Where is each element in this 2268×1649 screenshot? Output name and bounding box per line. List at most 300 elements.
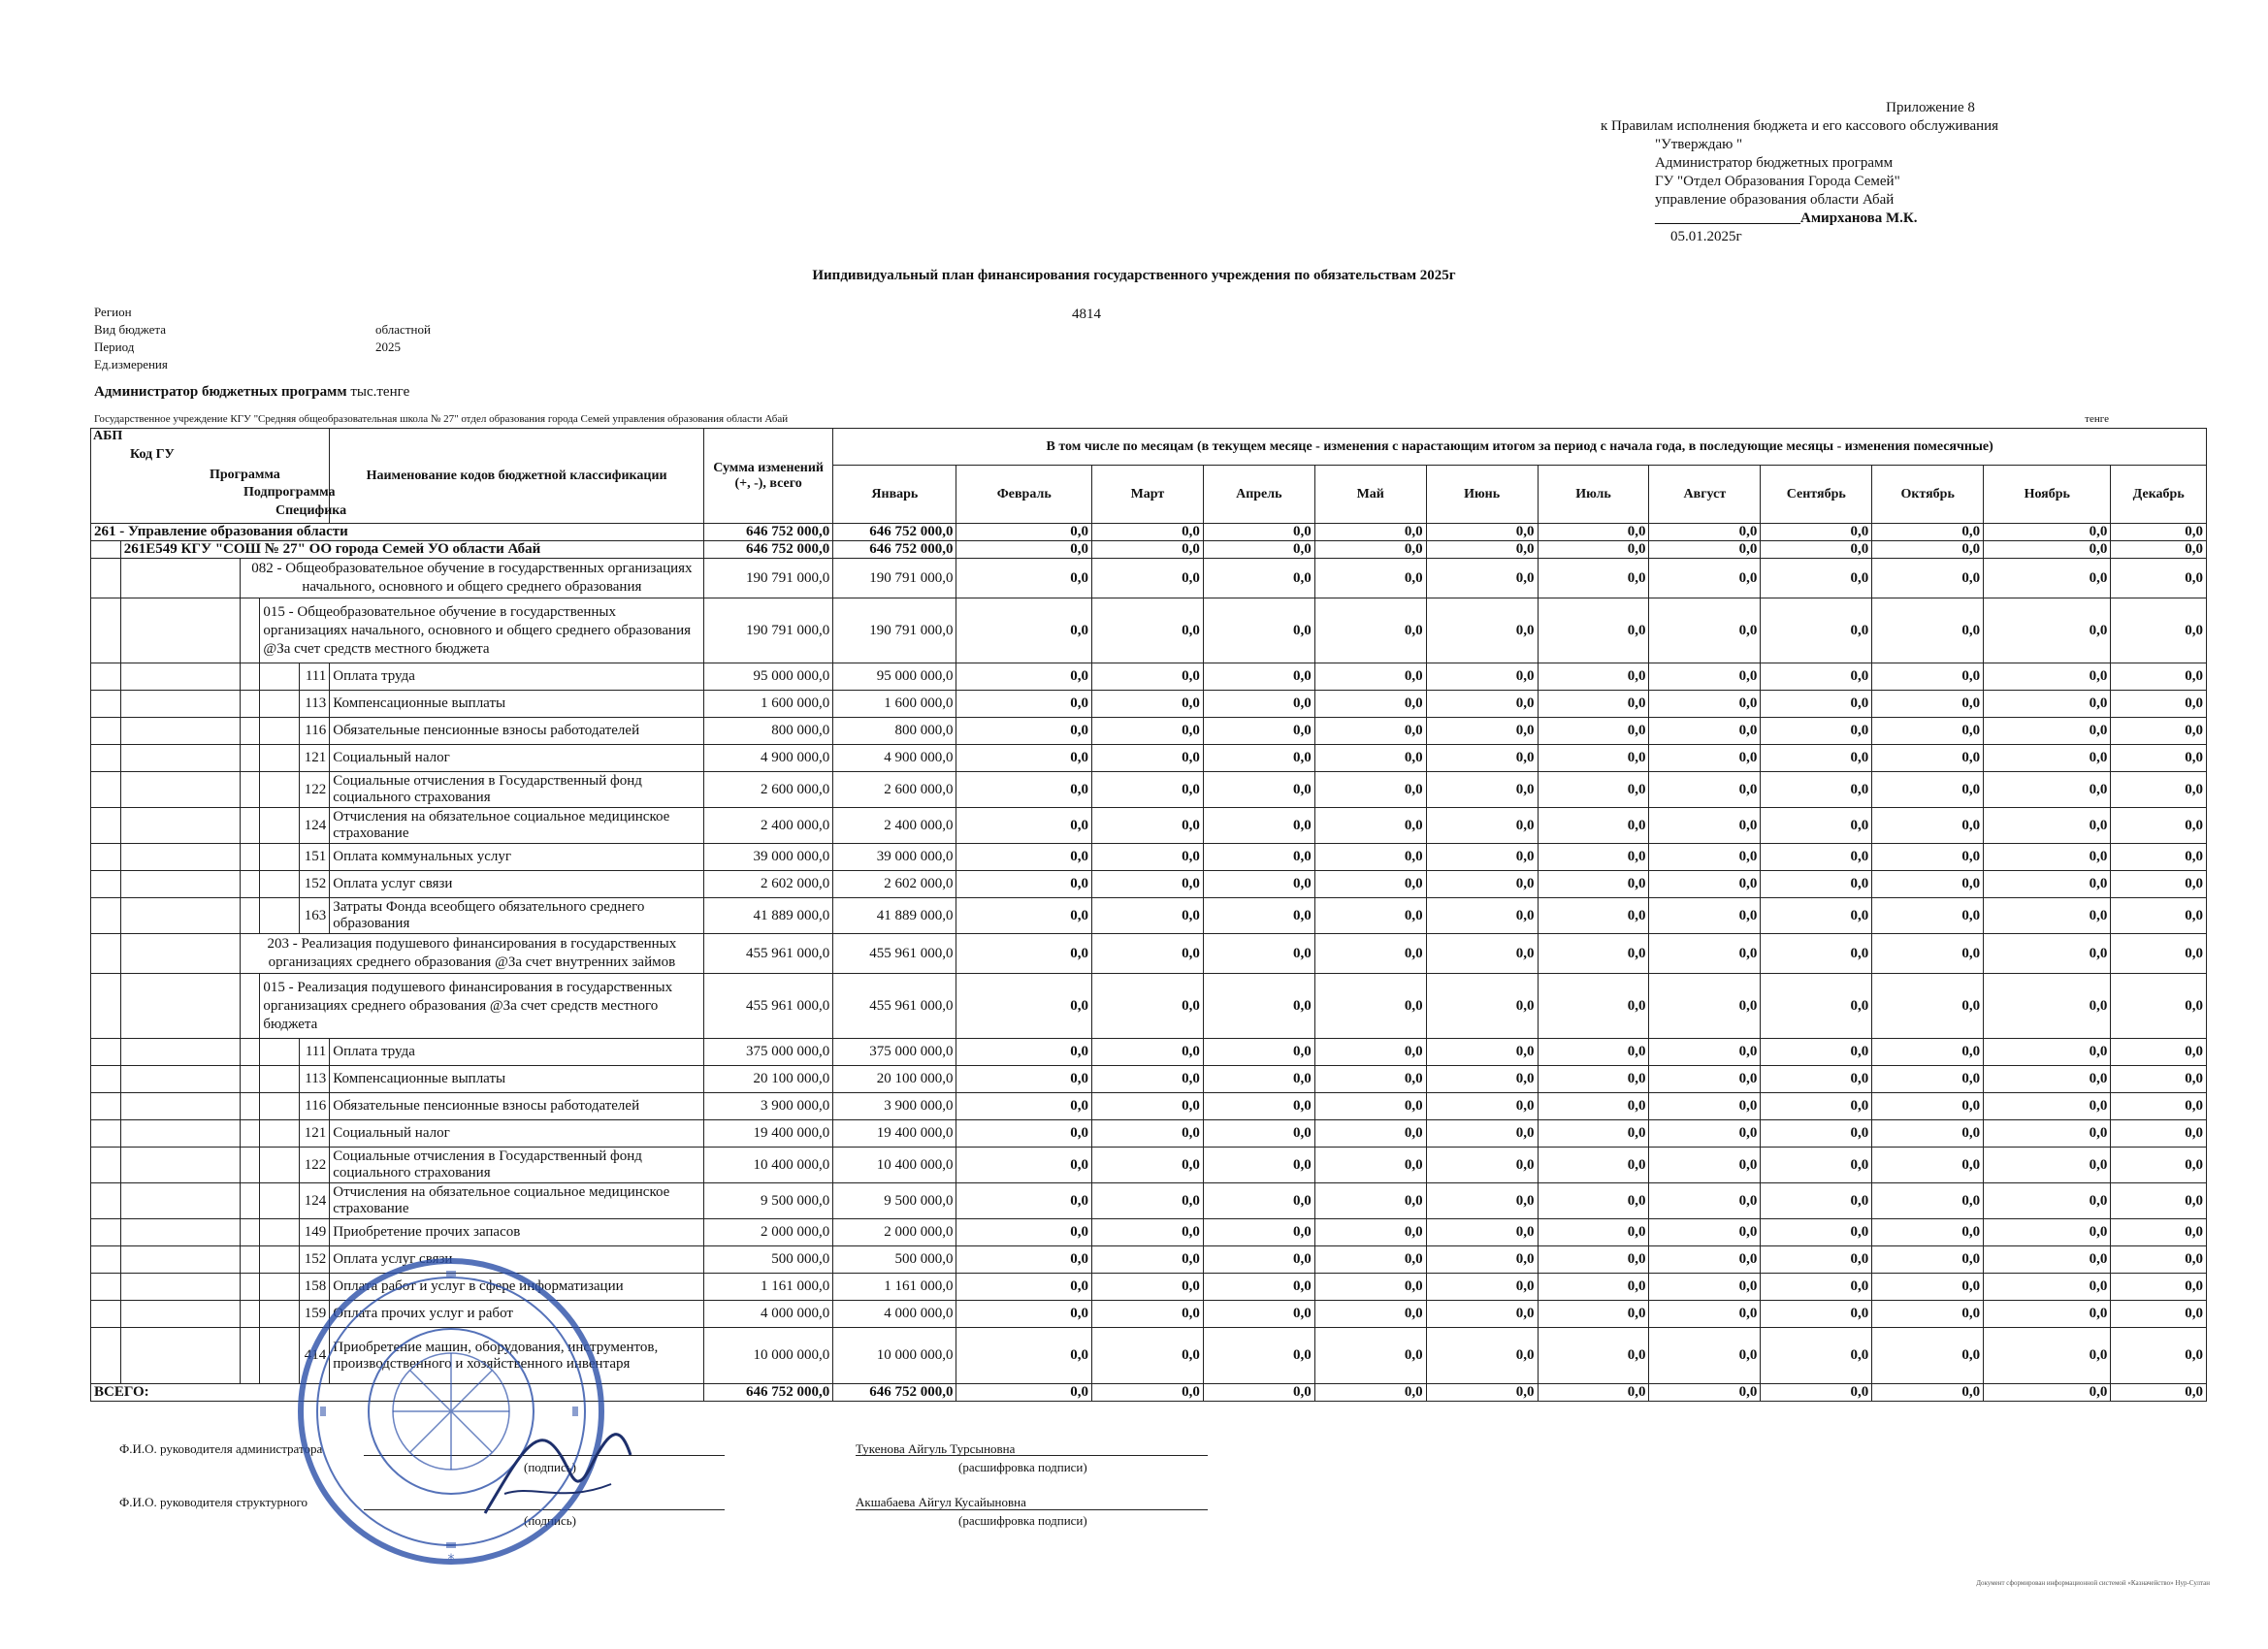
month-cell: 0,0 xyxy=(1761,808,1872,844)
month-cell: 0,0 xyxy=(1872,745,1984,772)
indent-cell xyxy=(91,663,121,691)
month-cell: 0,0 xyxy=(1314,1384,1426,1402)
month-cell: 0,0 xyxy=(956,598,1092,663)
month-header: Апрель xyxy=(1203,466,1314,524)
indent-cell xyxy=(120,871,240,898)
month-cell: 0,0 xyxy=(2111,1120,2207,1148)
month-cell: 0,0 xyxy=(1538,974,1649,1039)
sum-cell: 646 752 000,0 xyxy=(703,1384,832,1402)
month-cell: 0,0 xyxy=(1538,1039,1649,1066)
specifika-code: 113 xyxy=(300,1066,330,1093)
indent-cell xyxy=(91,1183,121,1219)
month-cell: 0,0 xyxy=(956,808,1092,844)
month-cell: 0,0 xyxy=(1761,844,1872,871)
month-cell: 0,0 xyxy=(956,663,1092,691)
month-cell: 0,0 xyxy=(1649,524,1761,541)
specifika-code: 124 xyxy=(300,1183,330,1219)
table-row xyxy=(91,1120,2207,1148)
row-label: Компенсационные выплаты xyxy=(330,691,704,718)
month-cell: 0,0 xyxy=(1872,1219,1984,1246)
indent-cell xyxy=(240,1219,260,1246)
month-cell: 0,0 xyxy=(2111,898,2207,934)
specifika-code: 111 xyxy=(300,663,330,691)
month-cell: 0,0 xyxy=(1203,598,1314,663)
month-cell: 0,0 xyxy=(1649,663,1761,691)
indent-cell xyxy=(120,663,240,691)
sum-cell: 455 961 000,0 xyxy=(703,974,832,1039)
month-cell: 0,0 xyxy=(1314,598,1426,663)
month-header: Август xyxy=(1649,466,1761,524)
approval-date: 05.01.2025г xyxy=(1670,229,1742,244)
table-row xyxy=(91,808,2207,844)
meta-row xyxy=(94,356,431,373)
month-cell: 0,0 xyxy=(1426,663,1538,691)
january-cell: 39 000 000,0 xyxy=(833,844,956,871)
indent-cell xyxy=(120,1328,240,1384)
month-cell: 0,0 xyxy=(1649,974,1761,1039)
struct-name: Акшабаева Айгул Кусайыновна xyxy=(856,1495,1026,1509)
indent-cell xyxy=(240,1274,260,1301)
indent-cell xyxy=(91,898,121,934)
january-cell: 190 791 000,0 xyxy=(833,598,956,663)
month-cell: 0,0 xyxy=(1538,691,1649,718)
month-cell: 0,0 xyxy=(1649,934,1761,974)
month-cell: 0,0 xyxy=(956,844,1092,871)
month-cell: 0,0 xyxy=(1426,844,1538,871)
row-label: Приобретение машин, оборудования, инструментов, производственного и хозяйственного инвентаря xyxy=(330,1328,704,1384)
january-cell: 500 000,0 xyxy=(833,1246,956,1274)
month-cell: 0,0 xyxy=(1314,898,1426,934)
month-cell: 0,0 xyxy=(2111,691,2207,718)
row-label: Компенсационные выплаты xyxy=(330,1066,704,1093)
month-cell: 0,0 xyxy=(1314,1148,1426,1183)
indent-cell xyxy=(240,1246,260,1274)
month-cell: 0,0 xyxy=(1314,1093,1426,1120)
january-cell: 1 161 000,0 xyxy=(833,1274,956,1301)
month-cell: 0,0 xyxy=(1203,1219,1314,1246)
month-cell: 0,0 xyxy=(1091,718,1203,745)
month-cell: 0,0 xyxy=(1761,1120,1872,1148)
indent-cell xyxy=(120,808,240,844)
indent-cell xyxy=(91,772,121,808)
indent-cell xyxy=(91,1120,121,1148)
table-row xyxy=(91,772,2207,808)
month-cell: 0,0 xyxy=(1761,524,1872,541)
month-cell: 0,0 xyxy=(1984,1328,2111,1384)
month-cell: 0,0 xyxy=(1426,1148,1538,1183)
month-cell: 0,0 xyxy=(1872,898,1984,934)
month-cell: 0,0 xyxy=(1872,934,1984,974)
row-label: Оплата работ и услуг в сфере информатизации xyxy=(330,1274,704,1301)
month-cell: 0,0 xyxy=(1872,541,1984,559)
month-cell: 0,0 xyxy=(1538,808,1649,844)
month-cell: 0,0 xyxy=(1761,772,1872,808)
month-header: Январь xyxy=(833,466,956,524)
month-cell: 0,0 xyxy=(1203,1328,1314,1384)
month-cell: 0,0 xyxy=(1091,559,1203,598)
meta-block xyxy=(94,304,431,373)
month-cell: 0,0 xyxy=(1426,524,1538,541)
sum-cell: 1 161 000,0 xyxy=(703,1274,832,1301)
specifika-code: 152 xyxy=(300,1246,330,1274)
month-cell: 0,0 xyxy=(2111,1274,2207,1301)
month-cell: 0,0 xyxy=(1203,1148,1314,1183)
january-cell: 2 602 000,0 xyxy=(833,871,956,898)
indent-cell xyxy=(91,1219,121,1246)
month-cell: 0,0 xyxy=(2111,541,2207,559)
month-cell: 0,0 xyxy=(956,974,1092,1039)
month-cell: 0,0 xyxy=(2111,1219,2207,1246)
sum-cell: 10 400 000,0 xyxy=(703,1148,832,1183)
month-cell: 0,0 xyxy=(1203,541,1314,559)
month-cell: 0,0 xyxy=(1091,598,1203,663)
sum-cell: 20 100 000,0 xyxy=(703,1066,832,1093)
handwritten-signature xyxy=(475,1406,640,1533)
month-cell: 0,0 xyxy=(1091,844,1203,871)
table-row xyxy=(91,1093,2207,1120)
month-cell: 0,0 xyxy=(1761,1328,1872,1384)
meta-key: Период xyxy=(94,340,135,354)
sum-cell: 9 500 000,0 xyxy=(703,1183,832,1219)
month-cell: 0,0 xyxy=(1426,974,1538,1039)
name-header: Наименование кодов бюджетной классификации xyxy=(330,429,704,524)
specifika-code: 113 xyxy=(300,691,330,718)
month-cell: 0,0 xyxy=(1761,1093,1872,1120)
month-cell: 0,0 xyxy=(1649,1148,1761,1183)
month-cell: 0,0 xyxy=(1984,559,2111,598)
sum-cell: 39 000 000,0 xyxy=(703,844,832,871)
specifika-code: 121 xyxy=(300,1120,330,1148)
month-cell: 0,0 xyxy=(2111,1066,2207,1093)
month-cell: 0,0 xyxy=(1872,1246,1984,1274)
row-label: Социальные отчисления в Государственный фонд социального страхования xyxy=(330,1148,704,1183)
indent-cell xyxy=(240,898,260,934)
indent-cell xyxy=(240,1093,260,1120)
month-cell: 0,0 xyxy=(1314,1066,1426,1093)
month-cell: 0,0 xyxy=(1984,871,2111,898)
indent-cell xyxy=(260,1120,300,1148)
month-cell: 0,0 xyxy=(1649,598,1761,663)
month-cell: 0,0 xyxy=(1091,1183,1203,1219)
month-cell: 0,0 xyxy=(1426,898,1538,934)
row-label: 203 - Реализация подушевого финансирования в государственных организациях среднего образования @За счет внутренних займов xyxy=(240,934,703,974)
head-decode-caption: (расшифровка подписи) xyxy=(958,1460,1087,1474)
months-title-header: В том числе по месяцам (в текущем месяце - изменения с нарастающим итогом за период с начала года, в последующие месяцы - изменения помесячные) xyxy=(833,429,2207,466)
indent-cell xyxy=(91,691,121,718)
admin-label: Администратор бюджетных программ xyxy=(94,384,347,400)
january-cell: 20 100 000,0 xyxy=(833,1066,956,1093)
row-label: ВСЕГО: xyxy=(91,1384,704,1402)
month-cell: 0,0 xyxy=(956,718,1092,745)
table-row xyxy=(91,898,2207,934)
month-cell: 0,0 xyxy=(1091,541,1203,559)
programma-header: Программа xyxy=(210,468,280,482)
month-cell: 0,0 xyxy=(1872,1039,1984,1066)
head-name-line xyxy=(856,1455,1208,1456)
january-cell: 4 000 000,0 xyxy=(833,1301,956,1328)
month-cell: 0,0 xyxy=(1538,1328,1649,1384)
month-cell: 0,0 xyxy=(1538,871,1649,898)
month-cell: 0,0 xyxy=(1091,691,1203,718)
approver-signature-line: ____________________Амирханова М.К. xyxy=(1655,210,1918,226)
month-cell: 0,0 xyxy=(1761,934,1872,974)
indent-cell xyxy=(91,1246,121,1274)
table-row xyxy=(91,871,2207,898)
month-cell: 0,0 xyxy=(1426,1120,1538,1148)
indent-cell xyxy=(91,1148,121,1183)
kod-gu-header: Код ГУ xyxy=(130,447,175,462)
month-cell: 0,0 xyxy=(1984,1301,2111,1328)
specifika-code: 414 xyxy=(300,1328,330,1384)
month-cell: 0,0 xyxy=(1314,871,1426,898)
month-cell: 0,0 xyxy=(1426,598,1538,663)
sum-cell: 3 900 000,0 xyxy=(703,1093,832,1120)
admin-line xyxy=(94,384,409,401)
january-cell: 2 000 000,0 xyxy=(833,1219,956,1246)
table-row xyxy=(91,541,2207,559)
month-header: Июнь xyxy=(1426,466,1538,524)
month-header: Октябрь xyxy=(1872,466,1984,524)
month-cell: 0,0 xyxy=(1314,772,1426,808)
sum-cell: 190 791 000,0 xyxy=(703,598,832,663)
sum-header: Сумма изменений (+, -), всего xyxy=(703,429,832,524)
month-cell: 0,0 xyxy=(1091,974,1203,1039)
indent-cell xyxy=(240,691,260,718)
month-cell: 0,0 xyxy=(1538,772,1649,808)
indent-cell xyxy=(240,1039,260,1066)
table-row xyxy=(91,974,2207,1039)
month-cell: 0,0 xyxy=(1761,1246,1872,1274)
month-cell: 0,0 xyxy=(1426,559,1538,598)
month-cell: 0,0 xyxy=(1761,871,1872,898)
row-label: Социальный налог xyxy=(330,745,704,772)
indent-cell xyxy=(120,559,240,598)
month-cell: 0,0 xyxy=(1203,1274,1314,1301)
indent-cell xyxy=(91,745,121,772)
month-cell: 0,0 xyxy=(1984,974,2111,1039)
indent-cell xyxy=(240,772,260,808)
month-cell: 0,0 xyxy=(1314,844,1426,871)
indent-cell xyxy=(260,808,300,844)
indent-cell xyxy=(240,1066,260,1093)
month-cell: 0,0 xyxy=(1984,1039,2111,1066)
month-cell: 0,0 xyxy=(1872,1120,1984,1148)
month-cell: 0,0 xyxy=(1314,1274,1426,1301)
month-cell: 0,0 xyxy=(1872,1183,1984,1219)
struct-signature-label: Ф.И.О. руководителя структурного xyxy=(119,1495,308,1509)
month-cell: 0,0 xyxy=(1203,898,1314,934)
specifika-code: 122 xyxy=(300,772,330,808)
indent-cell xyxy=(260,1066,300,1093)
month-cell: 0,0 xyxy=(1649,1093,1761,1120)
document-title: Иипдивидуальный план финансирования государственного учреждения по обязательствам 2025г xyxy=(812,268,1456,283)
sum-cell: 1 600 000,0 xyxy=(703,691,832,718)
month-cell: 0,0 xyxy=(1203,808,1314,844)
indent-cell xyxy=(120,1148,240,1183)
month-cell: 0,0 xyxy=(1984,745,2111,772)
month-cell: 0,0 xyxy=(2111,663,2207,691)
table-row xyxy=(91,1148,2207,1183)
indent-cell xyxy=(260,718,300,745)
indent-cell xyxy=(120,745,240,772)
month-cell: 0,0 xyxy=(1872,1301,1984,1328)
month-cell: 0,0 xyxy=(1426,541,1538,559)
appendix-line: Приложение 8 xyxy=(1886,100,1975,115)
header-row xyxy=(91,429,2207,466)
january-cell: 2 600 000,0 xyxy=(833,772,956,808)
month-cell: 0,0 xyxy=(1761,1148,1872,1183)
month-cell: 0,0 xyxy=(1984,718,2111,745)
specifika-code: 116 xyxy=(300,1093,330,1120)
month-cell: 0,0 xyxy=(1203,718,1314,745)
indent-cell xyxy=(91,1274,121,1301)
month-cell: 0,0 xyxy=(1761,1301,1872,1328)
sum-cell: 2 600 000,0 xyxy=(703,772,832,808)
indent-cell xyxy=(120,1039,240,1066)
month-cell: 0,0 xyxy=(1538,898,1649,934)
month-cell: 0,0 xyxy=(956,934,1092,974)
month-cell: 0,0 xyxy=(956,1039,1092,1066)
month-cell: 0,0 xyxy=(1984,1148,2111,1183)
indent-cell xyxy=(260,898,300,934)
indent-cell xyxy=(240,1148,260,1183)
month-cell: 0,0 xyxy=(1872,974,1984,1039)
month-cell: 0,0 xyxy=(956,1120,1092,1148)
struct-sign-caption: (подпись) xyxy=(524,1513,576,1528)
indent-cell xyxy=(260,745,300,772)
month-cell: 0,0 xyxy=(1649,1301,1761,1328)
month-cell: 0,0 xyxy=(2111,844,2207,871)
row-label: Оплата прочих услуг и работ xyxy=(330,1301,704,1328)
appendix-line: "Утверждаю " xyxy=(1655,137,1743,152)
month-cell: 0,0 xyxy=(1426,745,1538,772)
month-cell: 0,0 xyxy=(1872,871,1984,898)
month-cell: 0,0 xyxy=(1314,1039,1426,1066)
svg-text:*: * xyxy=(447,1552,455,1568)
sum-cell: 2 000 000,0 xyxy=(703,1219,832,1246)
table-row xyxy=(91,1039,2207,1066)
indent-cell xyxy=(120,718,240,745)
month-cell: 0,0 xyxy=(1426,1066,1538,1093)
specifika-code: 163 xyxy=(300,898,330,934)
month-cell: 0,0 xyxy=(2111,1183,2207,1219)
month-cell: 0,0 xyxy=(956,1066,1092,1093)
indent-cell xyxy=(120,934,240,974)
indent-cell xyxy=(91,974,121,1039)
specifika-code: 152 xyxy=(300,871,330,898)
month-cell: 0,0 xyxy=(1761,598,1872,663)
appendix-line: ГУ "Отдел Образования Города Семей" xyxy=(1655,174,1900,189)
indent-cell xyxy=(91,598,121,663)
month-cell: 0,0 xyxy=(1984,1274,2111,1301)
month-cell: 0,0 xyxy=(1091,808,1203,844)
indent-cell xyxy=(260,663,300,691)
month-cell: 0,0 xyxy=(2111,1328,2207,1384)
month-cell: 0,0 xyxy=(956,745,1092,772)
specifika-code: 124 xyxy=(300,808,330,844)
month-cell: 0,0 xyxy=(1761,1384,1872,1402)
month-cell: 0,0 xyxy=(1426,1039,1538,1066)
sum-cell: 375 000 000,0 xyxy=(703,1039,832,1066)
row-label: Социальный налог xyxy=(330,1120,704,1148)
month-cell: 0,0 xyxy=(2111,934,2207,974)
month-cell: 0,0 xyxy=(1091,871,1203,898)
indent-cell xyxy=(91,559,121,598)
month-cell: 0,0 xyxy=(1091,663,1203,691)
month-cell: 0,0 xyxy=(1649,1328,1761,1384)
month-cell: 0,0 xyxy=(1314,745,1426,772)
indent-cell xyxy=(260,1219,300,1246)
sum-cell: 4 900 000,0 xyxy=(703,745,832,772)
month-cell: 0,0 xyxy=(1203,871,1314,898)
indent-cell xyxy=(260,772,300,808)
indent-cell xyxy=(91,1328,121,1384)
month-header: Декабрь xyxy=(2111,466,2207,524)
specifika-code: 111 xyxy=(300,1039,330,1066)
indent-cell xyxy=(120,1120,240,1148)
january-cell: 41 889 000,0 xyxy=(833,898,956,934)
month-cell: 0,0 xyxy=(1761,1183,1872,1219)
month-header: Февраль xyxy=(956,466,1092,524)
specifika-code: 116 xyxy=(300,718,330,745)
indent-cell xyxy=(240,1328,260,1384)
indent-cell xyxy=(91,844,121,871)
month-cell: 0,0 xyxy=(1426,772,1538,808)
month-cell: 0,0 xyxy=(1872,1148,1984,1183)
row-label: Отчисления на обязательное социальное медицинское страхование xyxy=(330,1183,704,1219)
row-label: 261 - Управление образования области xyxy=(91,524,704,541)
month-cell: 0,0 xyxy=(1984,524,2111,541)
month-cell: 0,0 xyxy=(1649,1183,1761,1219)
indent-cell xyxy=(260,1183,300,1219)
month-cell: 0,0 xyxy=(1203,772,1314,808)
indent-cell xyxy=(240,974,260,1039)
month-cell: 0,0 xyxy=(1649,844,1761,871)
month-header: Март xyxy=(1091,466,1203,524)
month-cell: 0,0 xyxy=(1426,1183,1538,1219)
specifika-code: 122 xyxy=(300,1148,330,1183)
month-cell: 0,0 xyxy=(956,1328,1092,1384)
month-cell: 0,0 xyxy=(1203,691,1314,718)
month-cell: 0,0 xyxy=(1091,1246,1203,1274)
indent-cell xyxy=(120,974,240,1039)
january-cell: 95 000 000,0 xyxy=(833,663,956,691)
month-cell: 0,0 xyxy=(1314,524,1426,541)
month-cell: 0,0 xyxy=(1538,1246,1649,1274)
specifika-code: 159 xyxy=(300,1301,330,1328)
month-cell: 0,0 xyxy=(1091,1274,1203,1301)
row-label: Обязательные пенсионные взносы работодателей xyxy=(330,718,704,745)
month-cell: 0,0 xyxy=(1649,871,1761,898)
month-cell: 0,0 xyxy=(1649,1066,1761,1093)
month-cell: 0,0 xyxy=(956,1183,1092,1219)
month-cell: 0,0 xyxy=(1984,934,2111,974)
indent-cell xyxy=(120,1219,240,1246)
month-cell: 0,0 xyxy=(1649,541,1761,559)
month-cell: 0,0 xyxy=(1872,663,1984,691)
month-cell: 0,0 xyxy=(956,1148,1092,1183)
indent-cell xyxy=(260,871,300,898)
month-cell: 0,0 xyxy=(1203,1301,1314,1328)
month-header: Июль xyxy=(1538,466,1649,524)
table-row xyxy=(91,559,2207,598)
month-cell: 0,0 xyxy=(1538,1148,1649,1183)
month-cell: 0,0 xyxy=(1426,1384,1538,1402)
sum-cell: 4 000 000,0 xyxy=(703,1301,832,1328)
month-cell: 0,0 xyxy=(1872,691,1984,718)
table-row xyxy=(91,691,2207,718)
month-cell: 0,0 xyxy=(1984,691,2111,718)
